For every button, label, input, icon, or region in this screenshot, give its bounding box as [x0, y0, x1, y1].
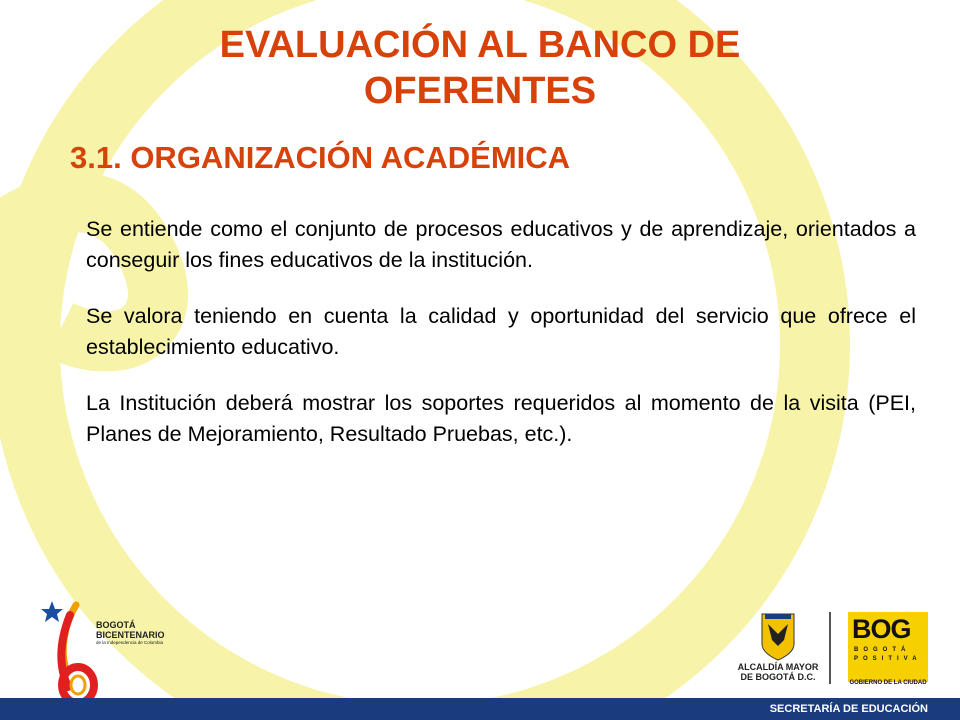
section-heading: 3.1. ORGANIZACIÓN ACADÉMICA	[70, 140, 571, 175]
slide-title: EVALUACIÓN AL BANCO DE OFERENTES	[219, 24, 741, 112]
alcaldia-line2: DE BOGOTÁ D.C.	[740, 672, 816, 682]
paragraph-requirements: La Institución deberá mostrar los soportes requeridos al momento de la visita (PEI, Planes de Mejoramiento, Resultado Pruebas, etc.).	[86, 391, 916, 446]
alcaldia-line1: ALCALDÍA MAYOR	[737, 662, 819, 672]
bicentenario-logo-text	[96, 620, 165, 646]
bicentenario-line2: BICENTENARIO	[96, 630, 165, 640]
footer-bar	[0, 698, 960, 720]
bog-word-line1: BOGOTÁ	[854, 647, 911, 653]
footer-label: SECRETARÍA DE EDUCACIÓN	[769, 703, 928, 715]
logo-divider	[829, 612, 831, 684]
alcaldia-logo-text	[724, 662, 832, 682]
bog-subtitle: GOBIERNO DE LA CIUDAD	[849, 680, 927, 686]
bog-logo-text: BOG	[852, 614, 911, 644]
bicentenario-logo-icon	[36, 595, 196, 710]
slide-body	[86, 214, 916, 475]
bog-word-line2: POSITIVA	[854, 656, 922, 662]
bicentenario-line3: de la Independencia de Colombia	[96, 640, 164, 645]
bog-word-text	[854, 646, 922, 664]
paragraph-definition: Se entiende como el conjunto de procesos educativos y de aprendizaje, orientados a conseguir los fines educativos de la institución.	[86, 217, 916, 272]
bicentenario-line1: BOGOTÁ	[96, 620, 136, 630]
paragraph-valuation: Se valora teniendo en cuenta la calidad y oportunidad del servicio que ofrece el establecimiento educativo.	[86, 304, 916, 359]
